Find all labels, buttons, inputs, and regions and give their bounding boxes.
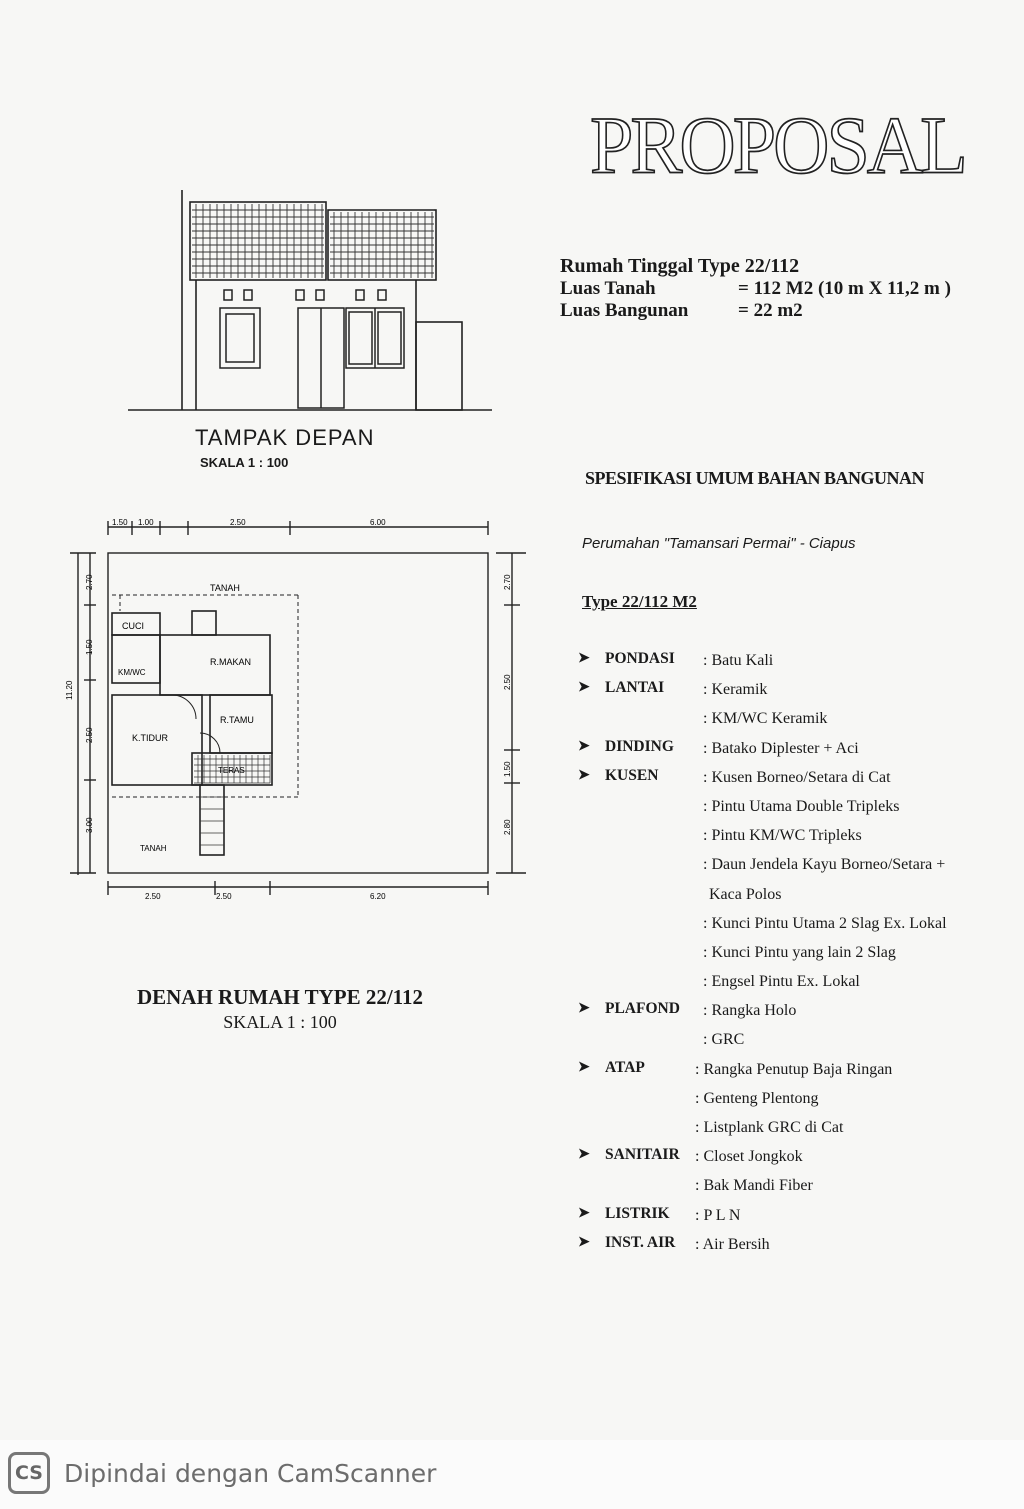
arrow-bullet-icon: ➤ [578, 738, 590, 754]
spec-value: : Rangka Holo [703, 1002, 797, 1020]
dim-left-total: 11.20 [65, 680, 74, 700]
spec-list [570, 650, 990, 1263]
room-label-km-wc: KM/WC [118, 668, 146, 677]
dim-left-3: 2.50 [85, 727, 94, 743]
page-title: PROPOSAL [590, 98, 965, 191]
spec-item [570, 679, 990, 737]
spec-value: : Kusen Borneo/Setara di Cat [703, 768, 891, 786]
spec-item [570, 767, 990, 1001]
floor-plan-title: DENAH RUMAH TYPE 22/112 [136, 985, 424, 1009]
spec-line [570, 1234, 990, 1263]
housing-subtitle: Perumahan "Tamansari Permai" - Ciapus [582, 535, 856, 552]
arrow-bullet-icon: ➤ [578, 1234, 590, 1250]
land-area-label: Luas Tanah [560, 278, 656, 299]
spec-line [570, 1205, 990, 1234]
spec-category: KUSEN [605, 766, 659, 784]
spec-category: PLAFOND [605, 1000, 680, 1018]
dim-right-3: 1.50 [503, 761, 512, 777]
dim-top-1: 1.50 [112, 518, 128, 527]
spec-value: : Rangka Penutup Baja Ringan [695, 1060, 893, 1078]
spec-line [570, 1000, 990, 1029]
type-heading: Type 22/112 M2 [582, 592, 697, 611]
spec-item [570, 738, 990, 767]
spec-line [570, 825, 990, 854]
spec-item [570, 650, 990, 679]
house-summary [560, 255, 951, 322]
spec-value: : Bak Mandi Fiber [695, 1177, 813, 1195]
spec-line [570, 1175, 990, 1204]
land-area-row [560, 278, 951, 300]
spec-line [570, 1059, 990, 1088]
spec-line [570, 971, 990, 1000]
dim-right-4: 2.80 [503, 819, 512, 835]
arrow-bullet-icon: ➤ [578, 1147, 590, 1163]
spec-category: SANITAIR [605, 1146, 680, 1164]
scanner-footer-text: Dipindai dengan CamScanner [64, 1458, 437, 1488]
camscanner-logo: CS [8, 1452, 50, 1494]
spec-line [570, 708, 990, 737]
spec-item [570, 1000, 990, 1058]
spec-value: : Listplank GRC di Cat [695, 1119, 844, 1136]
spec-value: : Kunci Pintu Utama 2 Slag Ex. Lokal [703, 914, 947, 932]
spec-value: : Daun Jendela Kayu Borneo/Setara + [703, 856, 946, 874]
dim-left-2: 1.50 [85, 639, 94, 655]
dim-bottom-3: 6.20 [370, 892, 386, 901]
spec-value: : Batako Diplester + Aci [703, 739, 859, 757]
spec-line [570, 1088, 990, 1117]
arrow-bullet-icon: ➤ [578, 651, 590, 666]
spec-line [570, 913, 990, 942]
floor-plan-scale: SKALA 1 : 100 [223, 1012, 337, 1032]
spec-line [570, 767, 990, 796]
spec-line [570, 854, 990, 883]
room-label-teras: TERAS [218, 766, 245, 775]
elevation-title: TAMPAK DEPAN [195, 425, 375, 450]
arrow-bullet-icon: ➤ [578, 680, 590, 696]
room-label-tanah-top: TANAH [210, 583, 240, 593]
dim-bottom-1: 2.50 [145, 892, 161, 901]
land-area-value: = 112 M2 (10 m X 11,2 m ) [738, 278, 951, 299]
spec-category: INST. AIR [605, 1233, 676, 1251]
spec-heading: SPESIFIKASI UMUM BAHAN BANGUNAN [585, 468, 925, 488]
spec-line [570, 650, 990, 679]
room-label-r-makan: R.MAKAN [210, 657, 252, 667]
spec-value: : P L N [695, 1206, 741, 1224]
dim-right-1: 2.70 [503, 574, 512, 590]
dim-bottom-2: 2.50 [216, 892, 232, 901]
room-label-cuci: CUCI [122, 621, 144, 631]
scanner-footer [8, 1452, 436, 1494]
spec-category: DINDING [605, 737, 674, 755]
spec-value: : Kunci Pintu yang lain 2 Slag [703, 943, 896, 961]
spec-line [570, 1029, 990, 1058]
spec-category: LANTAI [605, 679, 665, 697]
spec-line [570, 884, 990, 913]
spec-line [570, 1146, 990, 1175]
dim-left-1: 2.70 [85, 574, 94, 590]
spec-value: : Engsel Pintu Ex. Lokal [703, 973, 860, 991]
spec-category: LISTRIK [605, 1204, 670, 1222]
spec-value: : Keramik [703, 681, 768, 699]
dim-left-4: 3.00 [85, 817, 94, 833]
spec-line [570, 942, 990, 971]
building-area-row [560, 300, 951, 322]
floor-plan-drawing [60, 515, 530, 915]
spec-line [570, 679, 990, 708]
spec-value: : Air Bersih [695, 1235, 770, 1253]
spec-value: : Genteng Plentong [695, 1089, 819, 1107]
room-label-k-tidur: K.TIDUR [132, 733, 168, 743]
arrow-bullet-icon: ➤ [578, 1059, 590, 1075]
dim-top-4: 6.00 [370, 518, 386, 527]
room-label-tanah-bottom: TANAH [140, 844, 167, 853]
arrow-bullet-icon: ➤ [578, 767, 590, 783]
spec-value: Kaca Polos [709, 885, 782, 903]
dim-right-2: 2.50 [503, 674, 512, 690]
dim-top-3: 2.50 [230, 518, 246, 527]
spec-item [570, 1205, 990, 1234]
spec-value: : Batu Kali [703, 652, 774, 669]
spec-item [570, 1146, 990, 1204]
building-area-label: Luas Bangunan [560, 300, 689, 321]
spec-value: : Closet Jongkok [695, 1148, 803, 1166]
elevation-scale: SKALA 1 : 100 [200, 455, 289, 470]
dim-top-2: 1.00 [138, 518, 154, 527]
spec-category: ATAP [605, 1058, 645, 1076]
spec-value: : Pintu KM/WC Tripleks [703, 827, 862, 845]
spec-category: PONDASI [605, 650, 675, 667]
spec-item [570, 1234, 990, 1263]
spec-value: : KM/WC Keramik [703, 710, 828, 728]
spec-line [570, 1117, 990, 1146]
spec-item [570, 1059, 990, 1147]
arrow-bullet-icon: ➤ [578, 1205, 590, 1221]
building-area-value: = 22 m2 [738, 300, 803, 321]
front-elevation-drawing [120, 180, 500, 420]
room-label-r-tamu: R.TAMU [220, 715, 254, 725]
spec-value: : Pintu Utama Double Tripleks [703, 797, 900, 815]
spec-value: : GRC [703, 1031, 745, 1049]
house-type: Rumah Tinggal Type 22/112 [560, 255, 800, 277]
spec-line [570, 796, 990, 825]
spec-line [570, 738, 990, 767]
arrow-bullet-icon: ➤ [578, 1001, 590, 1017]
